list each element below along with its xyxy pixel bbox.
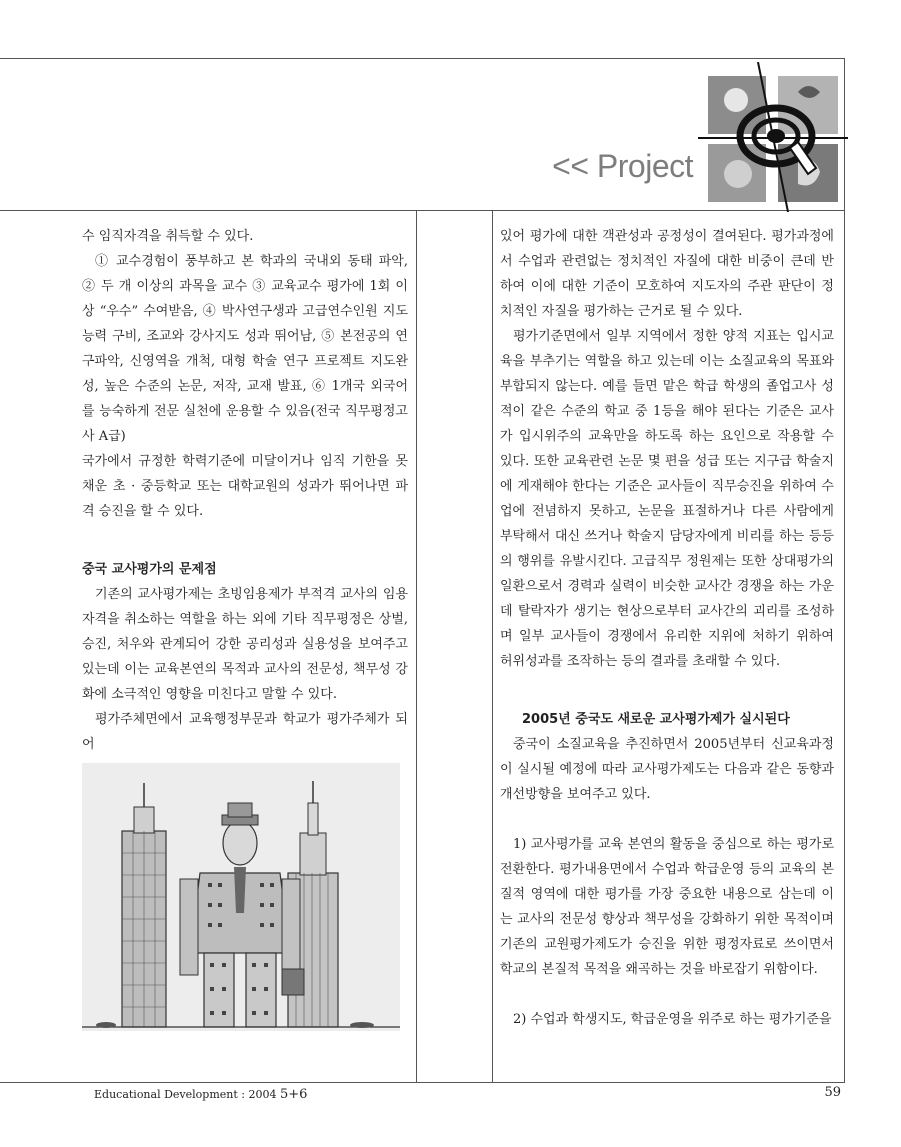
column-divider-left xyxy=(416,210,417,1083)
right-paragraph-2: 평가기준면에서 일부 지역에서 정한 양적 지표는 입시교육을 부추기는 역할을 하고 있는데 이는 소질교육의 목표와 부합되지 않는다. 예를 들면 맡은 학급 학생의 졸업고사 성적이 같은 수준의 학교 중 1등을 해야 된다는 기준은 교사가 입시위주의 교육만을 하도록 하는 요인으로 작용할 수 있다. 또한 교육관련 논문 몇 편을 성급 또는 지구급 학술지에 게재해야 한다는 기준은 교사들이 직무승진을 위하여 수업에 전념하지 못하고, 논문을 표절하거나 다른 사람에게 부탁해서 대신 쓰거나 학술지 담당자에게 비리를 하는 등등의 행위를 유발시킨다. 고급직무 정원제는 또한 상대평가의 일환으로서 경력과 실력이 비슷한 교사간 경쟁을 하는 가운데 탈락자가 생기는 현상으로부터 교사간의 괴리를 조성하며 일부 교사들이 경쟁에서 유리한 지위에 처하기 위하여 허위성과를 조작하는 등의 결과를 초래할 수 있다. xyxy=(500,329,834,669)
footer-journal xyxy=(94,1087,307,1102)
page-number: 59 xyxy=(824,1085,841,1100)
right-paragraph-1: 있어 평가에 대한 객관성과 공정성이 결여된다. 평가과정에서 수업과 관련없는 정치적인 자질에 대한 비중이 큰데 반하여 이에 대한 기준이 모호하여 지도자의 주관 판단이 정치적인 자질을 평가하는 근거로 될 수 있다. xyxy=(500,229,834,319)
right-column xyxy=(500,224,834,1032)
left-paragraph-1: 수 임직자격을 취득할 수 있다. xyxy=(82,229,254,244)
journal-issue: 5+6 xyxy=(279,1087,308,1102)
section-heading-2005: 2005년 중국도 새로운 교사평가제가 실시된다 xyxy=(522,712,790,727)
left-column xyxy=(82,224,408,757)
section-title: << Project xyxy=(552,148,693,184)
project-logo-icon xyxy=(698,62,848,212)
journal-name: Educational Development : 2004 xyxy=(94,1088,277,1101)
header-top-rule xyxy=(0,58,845,59)
left-paragraph-3: 국가에서 규정한 학력기준에 미달이거나 임직 기한을 못 채운 초 · 중등학교 또는 대학교원의 성과가 뛰어나면 파격 승진을 할 수 있다. xyxy=(82,454,408,519)
right-paragraph-5: 2) 수업과 학생지도, 학급운영을 위주로 하는 평가기준을 xyxy=(513,1012,832,1027)
footer-rule xyxy=(0,1082,845,1083)
right-paragraph-3: 중국이 소질교육을 추진하면서 2005년부터 신교육과정이 실시될 예정에 따라 교사평가제도는 다음과 같은 동향과 개선방향을 보여주고 있다. xyxy=(500,737,834,802)
column-divider-right xyxy=(492,210,493,1083)
left-paragraph-4: 기존의 교사평가제는 초빙임용제가 부적격 교사의 임용자격을 취소하는 역할을 하는 외에 기타 직무평정은 상벌, 승진, 처우와 관계되어 강한 공리성과 실용성을 보여주고 있는데 이는 교육본연의 목적과 교사의 전문성, 책무성 강화에 소극적인 영향을 미친다고 말할 수 있다. xyxy=(82,587,408,702)
section-heading-problems: 중국 교사평가의 문제점 xyxy=(82,562,217,577)
giant-man-buildings-illustration xyxy=(82,763,400,1031)
right-paragraph-4: 1) 교사평가를 교육 본연의 활동을 중심으로 하는 평가로 전환한다. 평가내용면에서 수업과 학급운영 등의 교육의 본질적 영역에 대한 평가를 가장 중요한 내용으로 삼는데 이는 교사의 전문성 향상과 책무성을 강화하기 위한 목적이며 기존의 교원평가제도가 승진을 위한 평정자료로 쓰이면서 학교의 본질적 목적을 왜곡하는 것을 바로잡기 위함이다. xyxy=(500,837,834,977)
left-paragraph-2: ① 교수경험이 풍부하고 본 학과의 국내외 동태 파악, ② 두 개 이상의 과목을 교수 ③ 교육교수 평가에 1회 이상 “우수” 수여받음, ④ 박사연구생과 고급연수인원 지도능력 구비, 조교와 강사지도 성과 뛰어남, ⑤ 본전공의 연구파악, 신영역을 개척, 대형 학술 연구 프로젝트 지도완성, 높은 수준의 논문, 저작, 교재 발표, ⑥ 1개국 외국어를 능숙하게 전문 실천에 운용할 수 있음(전국 직무평정고사 A급) xyxy=(82,254,408,444)
left-paragraph-5: 평가주체면에서 교육행정부문과 학교가 평가주체가 되어 xyxy=(82,712,408,752)
